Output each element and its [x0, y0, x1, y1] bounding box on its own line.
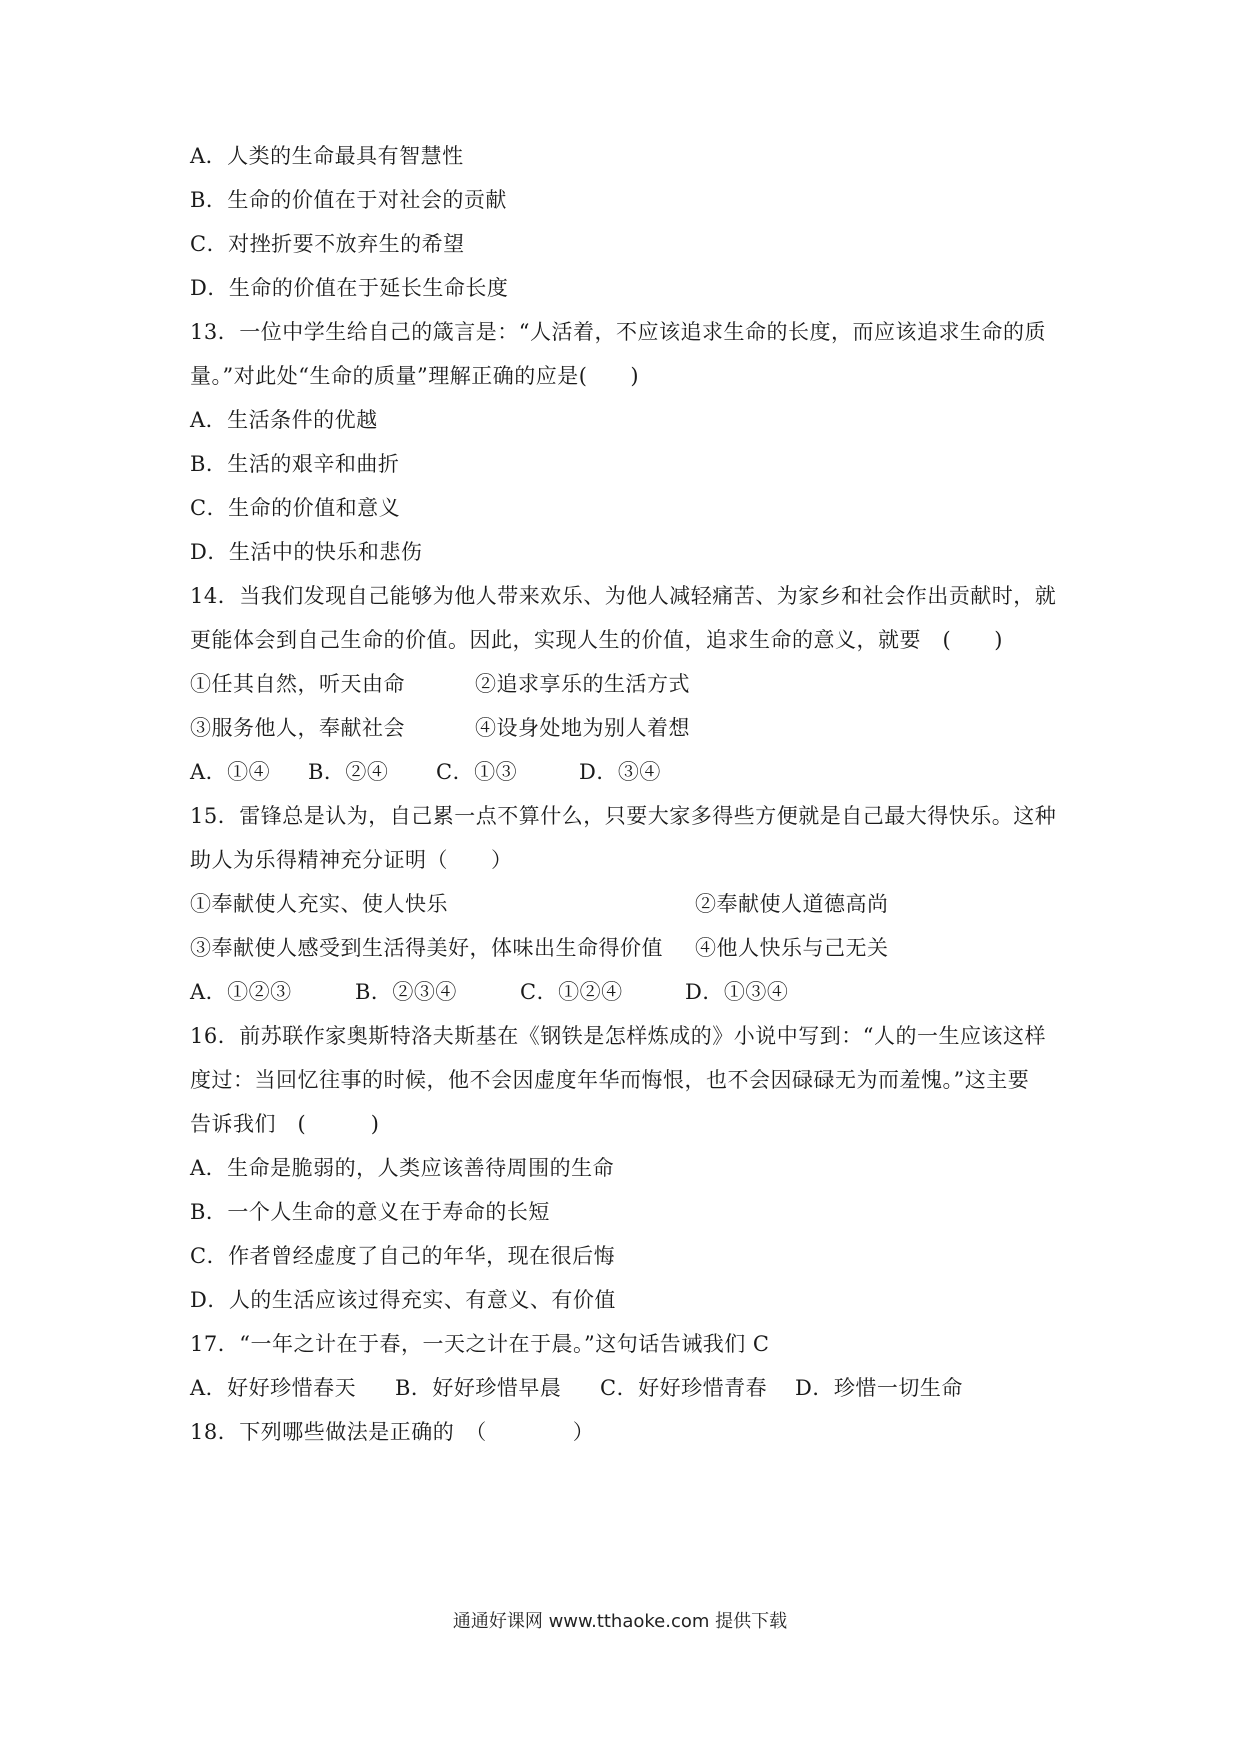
q15-stem-line2: 助人为乐得精神充分证明（ ） [190, 848, 513, 872]
q16-option-a: A．生命是脆弱的，人类应该善待周围的生命 [190, 1156, 615, 1180]
q14-choice-b: B．②④ [308, 760, 389, 784]
q16-option-d: D．人的生活应该过得充实、有意义、有价值 [190, 1288, 616, 1312]
q17-choice-c: C．好好珍惜青春 [600, 1376, 768, 1400]
q14-items-row2 [190, 714, 1070, 742]
q15-items-row2 [190, 934, 1070, 962]
q13-option-b: B．生活的艰辛和曲折 [190, 452, 400, 476]
q14-choice-d: D．③④ [579, 760, 661, 784]
q14-item-3: ③服务他人，奉献社会 [190, 716, 405, 740]
q15-choice-c: C．①②④ [520, 980, 623, 1004]
q16-option-c: C．作者曾经虚度了自己的年华，现在很后悔 [190, 1244, 616, 1268]
q17-choice-b: B．好好珍惜早晨 [395, 1376, 562, 1400]
q17-choice-d: D．珍惜一切生命 [795, 1376, 963, 1400]
q14-stem-line2: 更能体会到自己生命的价值。因此，实现人生的价值，追求生命的意义，就要 ( ) [190, 628, 1003, 652]
q16-stem-line3: 告诉我们 ( ) [190, 1112, 380, 1136]
q13-option-c: C．生命的价值和意义 [190, 496, 401, 520]
q12-option-c: C．对挫折要不放弃生的希望 [190, 232, 465, 256]
q12-option-d: D．生命的价值在于延长生命长度 [190, 276, 509, 300]
q17-stem: 17．“一年之计在于春，一天之计在于晨。”这句话告诫我们 C [190, 1332, 770, 1356]
q15-choices [190, 978, 1070, 1006]
q12-option-a: A．人类的生命最具有智慧性 [190, 144, 464, 168]
q14-stem-line1: 14．当我们发现自己能够为他人带来欢乐、为他人减轻痛苦、为家乡和社会作出贡献时，就 [190, 584, 1057, 608]
q16-stem-line2: 度过：当回忆往事的时候，他不会因虚度年华而悔恨，也不会因碌碌无为而羞愧。”这主要 [190, 1068, 1030, 1092]
q14-choice-c: C．①③ [436, 760, 518, 784]
page-footer: 通通好课网 www.tthaoke.com 提供下载 [452, 1611, 788, 1632]
q15-stem-line1: 15．雷锋总是认为，自己累一点不算什么，只要大家多得些方便就是自己最大得快乐。这种 [190, 804, 1057, 828]
q15-items-row1 [190, 890, 1070, 918]
q15-item-2: ②奉献使人道德高尚 [695, 892, 889, 916]
q17-choice-a: A．好好珍惜春天 [190, 1376, 357, 1400]
q14-choices [190, 758, 1070, 786]
q18-stem: 18．下列哪些做法是正确的 （ ） [190, 1420, 595, 1444]
q14-item-2: ②追求享乐的生活方式 [475, 672, 690, 696]
q15-choice-b: B．②③④ [355, 980, 457, 1004]
q15-choice-d: D．①③④ [685, 980, 789, 1004]
q16-stem-line1: 16．前苏联作家奥斯特洛夫斯基在《钢铁是怎样炼成的》小说中写到：“人的一生应该这样 [190, 1024, 1046, 1048]
q13-stem-line1: 13．一位中学生给自己的箴言是：“人活着，不应该追求生命的长度，而应该追求生命的质 [190, 320, 1046, 344]
q16-option-b: B．一个人生命的意义在于寿命的长短 [190, 1200, 550, 1224]
q15-item-1: ①奉献使人充实、使人快乐 [190, 892, 448, 916]
q15-choice-a: A．①②③ [190, 980, 292, 1004]
q15-item-4: ④他人快乐与己无关 [695, 936, 889, 960]
q17-choices [190, 1374, 1070, 1402]
q14-choice-a: A．①④ [190, 760, 271, 784]
q13-stem-line2: 量。”对此处“生命的质量”理解正确的应是( ) [190, 364, 640, 388]
q13-option-a: A．生活条件的优越 [190, 408, 378, 432]
q14-items-row1 [190, 670, 1070, 698]
q13-option-d: D．生活中的快乐和悲伤 [190, 540, 423, 564]
q14-item-4: ④设身处地为别人着想 [475, 716, 690, 740]
q12-option-b: B．生命的价值在于对社会的贡献 [190, 188, 507, 212]
q15-item-3: ③奉献使人感受到生活得美好，体味出生命得价值 [190, 936, 663, 960]
q14-item-1: ①任其自然，听天由命 [190, 672, 405, 696]
